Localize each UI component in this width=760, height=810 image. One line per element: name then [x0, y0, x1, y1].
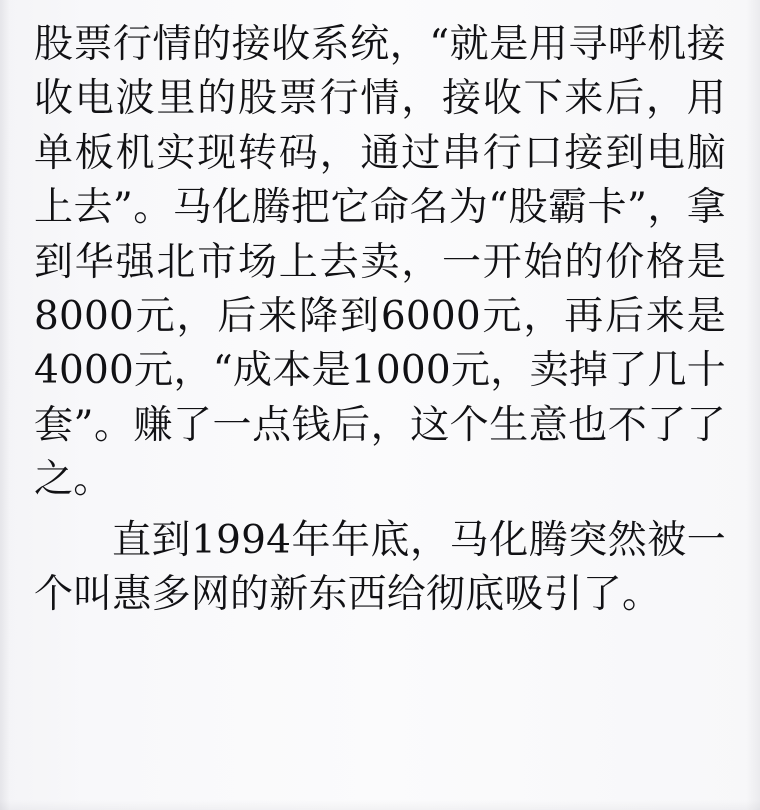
paragraph-1: 股票行情的接收系统，“就是用寻呼机接收电波里的股票行情，接收下来后，用单板机实现转码，通过串行口接到电脑上去”。马化腾把它命名为“股霸卡”，拿到华强北市场上去卖，一开始的价格是8000元，后来降到6000元，再后来是4000元，“成本是1000元，卖掉了几十套”。赚了一点钱后，这个生意也不了了之。: [34, 22, 726, 503]
paragraph-2: 直到1994年年底，马化腾突然被一个叫惠多网的新东西给彻底吸引了。: [34, 517, 726, 617]
page-edge-shading-right: [746, 0, 760, 810]
page-edge-shading-left: [0, 0, 10, 810]
page-edge-shading-bottom: [0, 800, 760, 810]
document-body: [34, 18, 726, 622]
